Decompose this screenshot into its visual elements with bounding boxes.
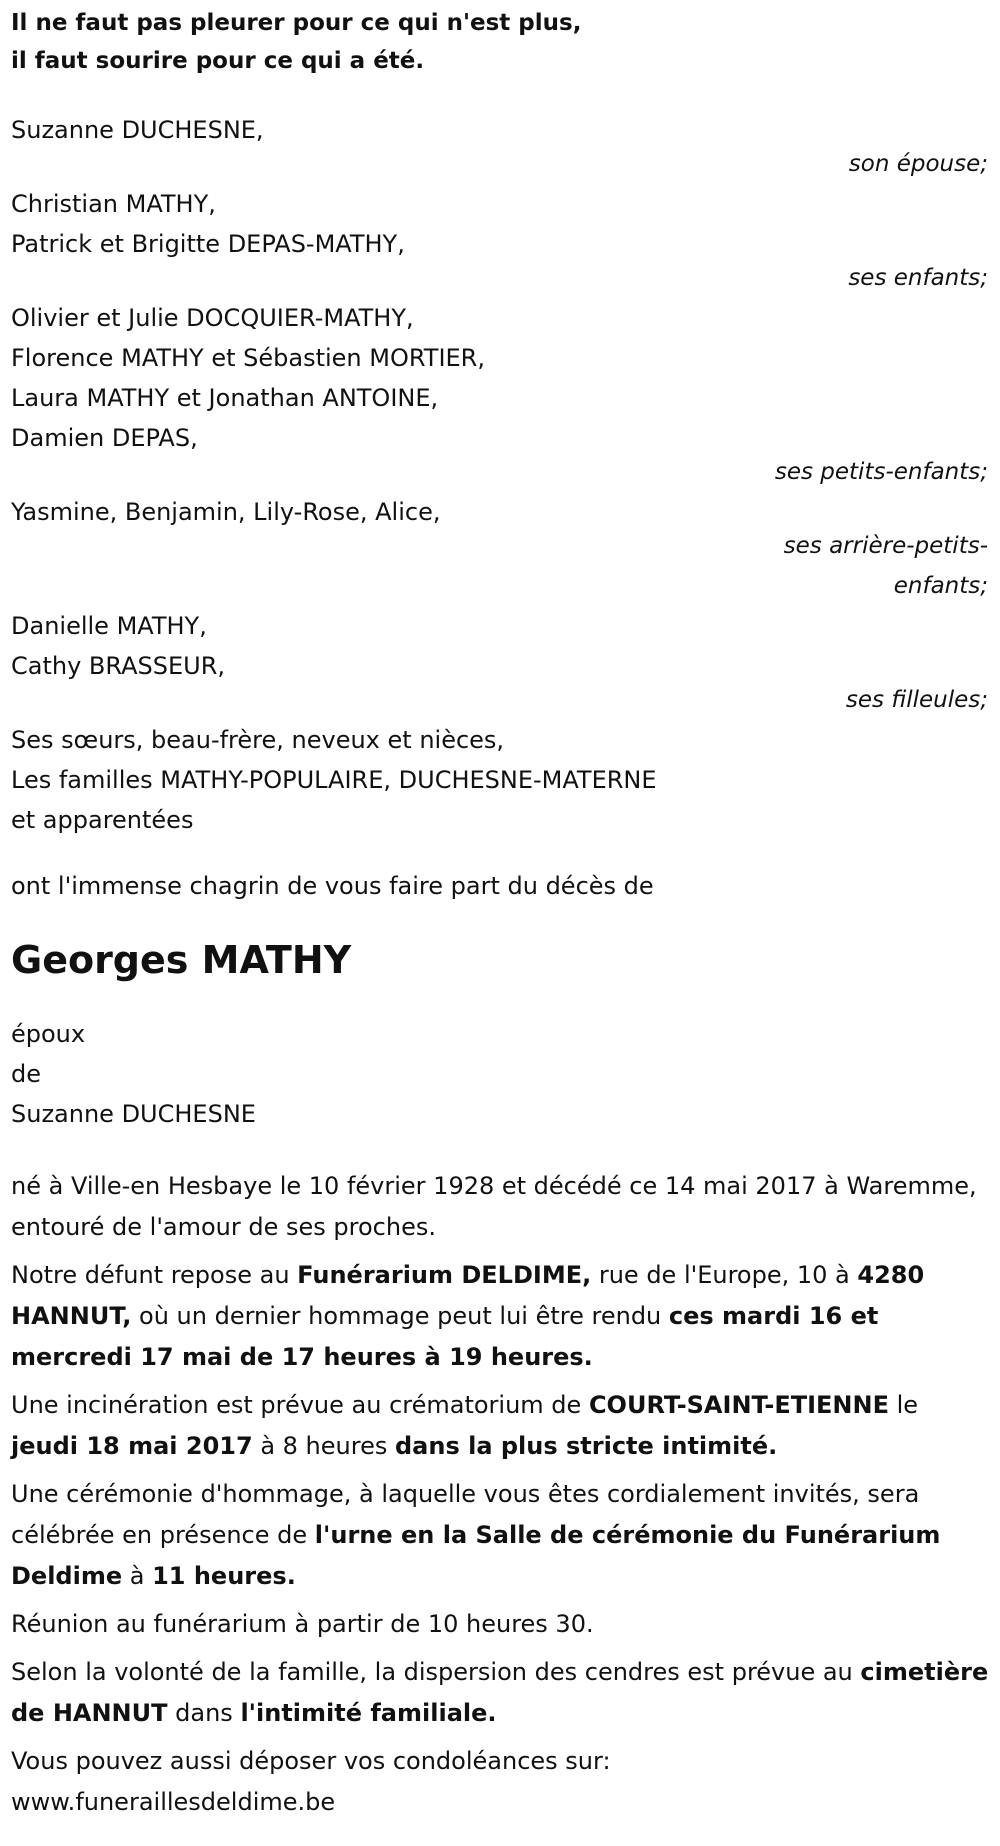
spouse-line: époux [11,1020,86,1048]
family-name: Patrick et Brigitte DEPAS-MATHY, [11,230,405,258]
ceremony-location: l'urne en la Salle de cérémonie du Funérarium Deldime [11,1521,941,1590]
text-run: rue de l'Europe, 10 à [591,1261,858,1289]
extended-family [11,720,990,840]
relation-label: ses petits-enfants; [774,459,988,485]
birth-death-paragraph: né à Ville-en Hesbaye le 10 février 1928 et décédé ce 14 mai 2017 à Waremme, entouré de l'amour de ses proches. [11,1172,977,1241]
relation-label: son épouse; [848,151,988,177]
crematorium-location: COURT-SAINT-ETIENNE [588,1391,889,1419]
intimacy-note: l'intimité familiale. [240,1699,497,1727]
relation-label-line: ses arrière-petits- [783,533,988,559]
family-name: Suzanne DUCHESNE, [11,116,264,144]
text-run: Notre défunt repose au [11,1261,298,1289]
family-name: Laura MATHY et Jonathan ANTOINE, [11,384,439,412]
funerarium-name: Funérarium DELDIME, [297,1261,592,1289]
deceased-name: Georges MATHY [11,938,352,982]
spouse-block [11,1014,990,1134]
text-run: Une incinération est prévue au crématorium de [11,1391,589,1419]
family-name: Damien DEPAS, [11,424,198,452]
relation-label [11,526,990,606]
obituary-text [11,0,990,1823]
family-group [11,110,990,184]
announcement-line: ont l'immense chagrin de vous faire part du décès de [11,872,654,900]
family-line: et apparentées [11,806,194,834]
text-run: à [122,1562,153,1590]
condolences-url[interactable]: www.funeraillesdeldime.be [11,1788,336,1816]
quote-line: il faut sourire pour ce qui a été. [11,48,425,74]
cemetery-name: cimetière de HANNUT [11,1658,989,1727]
relation-label-line: enfants; [893,573,988,599]
family-name: Yasmine, Benjamin, Lily-Rose, Alice, [11,498,441,526]
condolences-line: Vous pouvez aussi déposer vos condoléances sur: [11,1747,611,1775]
condolences-paragraph [11,1741,990,1823]
family-name: Olivier et Julie DOCQUIER-MATHY, [11,304,414,332]
relation-label: ses filleules; [845,687,988,713]
spouse-line: de [11,1060,41,1088]
spouse-line: Suzanne DUCHESNE [11,1100,256,1128]
opening-quote [11,4,990,80]
text-run: Une cérémonie d'hommage, à laquelle vous êtes cordialement invités, sera célébrée en présence de [11,1480,920,1549]
family-name: Christian MATHY, [11,190,216,218]
text-run: où un dernier hommage peut lui être rendu [131,1302,669,1330]
text-run: Selon la volonté de la famille, la dispersion des cendres est prévue au [11,1658,861,1686]
family-line: Les familles MATHY-POPULAIRE, DUCHESNE-MATERNE [11,766,657,794]
text-run: à 8 heures [252,1432,395,1460]
ceremony-paragraph [11,1474,990,1597]
family-group [11,492,990,606]
text-run: le [888,1391,919,1419]
quote-line: Il ne faut pas pleurer pour ce qui n'est plus, [11,10,582,36]
cremation-paragraph [11,1385,990,1467]
postal-city: 4280 HANNUT, [11,1261,925,1330]
family-line: Ses sœurs, beau-frère, neveux et nièces, [11,726,505,754]
ceremony-time: 11 heures. [152,1562,296,1590]
family-name: Florence MATHY et Sébastien MORTIER, [11,344,485,372]
ashes-paragraph [11,1652,990,1734]
relation-label: ses enfants; [848,265,988,291]
text-run: dans [167,1699,241,1727]
family-name: Cathy BRASSEUR, [11,652,226,680]
family-group [11,184,990,298]
privacy-note: dans la plus stricte intimité. [394,1432,778,1460]
visiting-hours: ces mardi 16 et mercredi 17 mai de 17 heures à 19 heures. [11,1302,879,1371]
family-group [11,606,990,720]
repose-paragraph [11,1255,990,1378]
reunion-paragraph: Réunion au funérarium à partir de 10 heures 30. [11,1610,594,1638]
family-group [11,298,990,492]
cremation-date: jeudi 18 mai 2017 [11,1432,253,1460]
family-name: Danielle MATHY, [11,612,207,640]
